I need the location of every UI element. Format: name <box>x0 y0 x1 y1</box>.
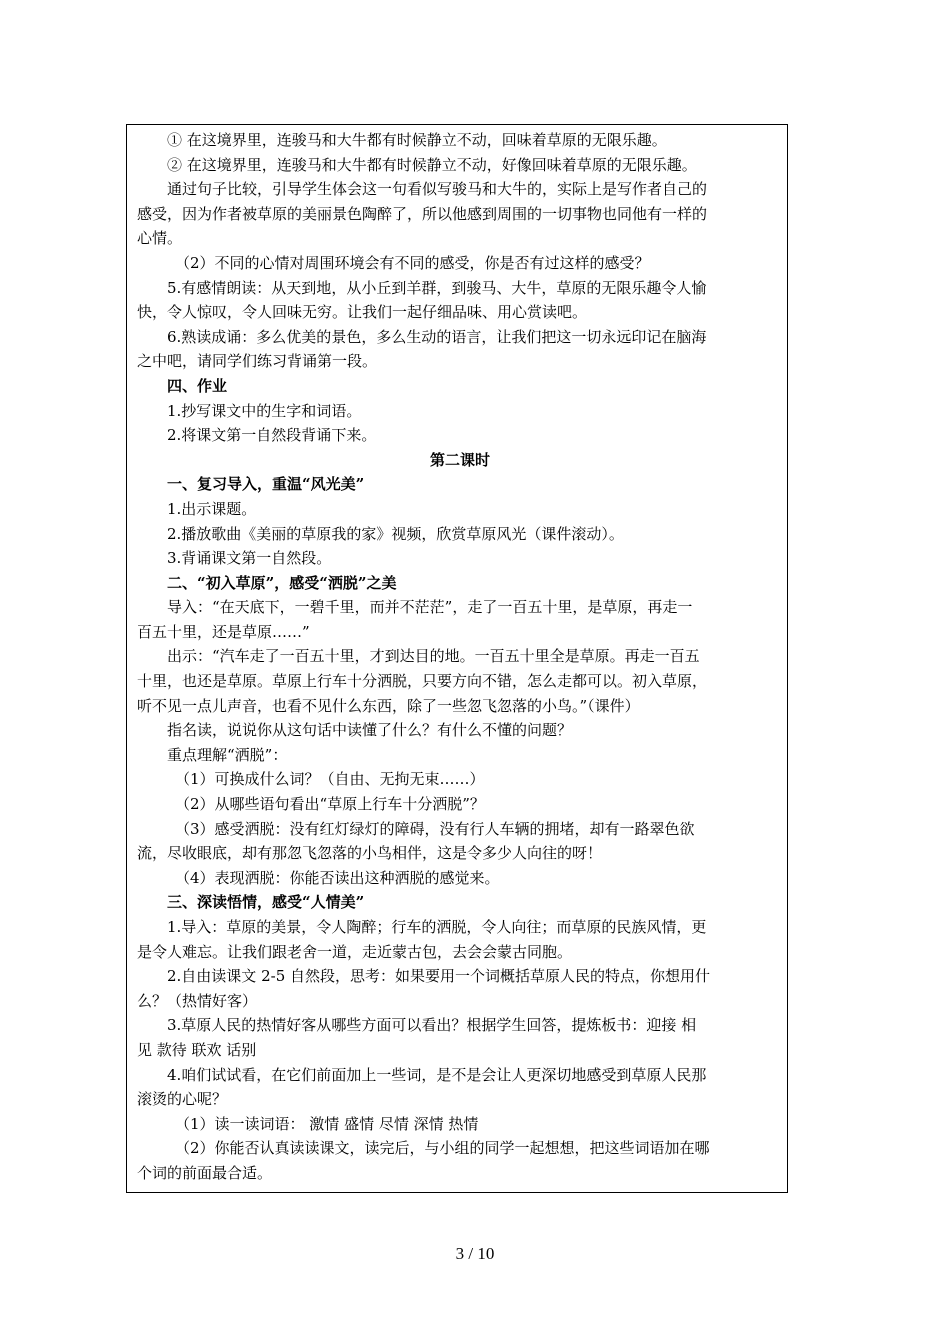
text-line: ① 在这境界里，连骏马和大牛都有时候静立不动，回味着草原的无限乐趣。 <box>167 131 667 149</box>
section-heading: 二、“初入草原”，感受“洒脱”之美 <box>167 573 397 592</box>
text-line: 快，令人惊叹，令人回味无穷。让我们一起仔细品味、用心赏读吧。 <box>137 303 588 322</box>
text-line: 2.将课文第一自然段背诵下来。 <box>167 426 377 445</box>
text-line: 3.背诵课文第一自然段。 <box>167 549 332 568</box>
section-heading: 一、复习导入，重温“风光美” <box>167 475 365 494</box>
text-line: 3.草原人民的热情好客从哪些方面可以看出？根据学生回答，提炼板书：迎接 相 <box>167 1016 697 1035</box>
text-line: 2.播放歌曲《美丽的草原我的家》视频，欣赏草原风光（课件滚动）。 <box>167 524 624 543</box>
section-heading: 四、作业 <box>167 376 228 395</box>
text-line: 听不见一点儿声音，也看不见什么东西，除了一些忽飞忽落的小鸟。”（课件） <box>137 696 640 715</box>
section-heading: 第二课时 <box>429 450 490 469</box>
text-line: （3）感受洒脱：没有红灯绿灯的障碍，没有行人车辆的拥堵，却有一路翠色欲 <box>175 819 695 838</box>
lesson-plan-frame <box>126 124 788 1193</box>
text-line: 十里，也还是草原。草原上行车十分洒脱，只要方向不错，怎么走都可以。初入草原， <box>137 672 708 691</box>
text-line: 导入：“在天底下，一碧千里，而并不茫茫”，走了一百五十里，是草原，再走一 <box>167 598 693 617</box>
text-line: 1.导入：草原的美景，令人陶醉；行车的洒脱，令人向往；而草原的民族风情，更 <box>167 918 707 936</box>
text-line: （2）你能否认真读读课文，读完后，与小组的同学一起想想，把这些词语加在哪 <box>175 1139 710 1158</box>
text-line: 通过句子比较，引导学生体会这一句看似写骏马和大牛的，实际上是写作者自己的 <box>167 180 708 199</box>
text-line: （1）读一读词语： 激情 盛情 尽情 深情 热情 <box>175 1114 479 1133</box>
text-line: （2）不同的心情对周围环境会有不同的感受，你是否有过这样的感受？ <box>175 253 650 272</box>
text-line: 指名读，说说你从这句话中读懂了什么？有什么不懂的问题？ <box>167 721 573 740</box>
text-line: 2.自由读课文 2-5 自然段，思考：如果要用一个词概括草原人民的特点，你想用什 <box>167 967 711 986</box>
text-line: 之中吧，请同学们练习背诵第一段。 <box>137 352 378 371</box>
text-line: （1）可换成什么词？（自由、无拘无束……） <box>175 770 485 789</box>
text-line: 流，尽收眼底，却有那忽飞忽落的小鸟相伴，这是令多少人向往的呀！ <box>137 844 603 863</box>
text-line: 是令人难忘。让我们跟老舍一道，走近蒙古包，去会会蒙古同胞。 <box>137 942 573 961</box>
text-line: 么？（热情好客） <box>137 991 258 1010</box>
text-line: 百五十里，还是草原……” <box>137 622 310 641</box>
section-heading: 三、深读悟情，感受“人情美” <box>167 893 365 912</box>
text-line: 1.抄写课文中的生字和词语。 <box>167 401 362 420</box>
text-line: 见 款待 联欢 话别 <box>137 1040 257 1059</box>
text-line: 心情。 <box>137 229 183 248</box>
lesson-plan-content <box>137 128 783 1186</box>
text-line: 4.咱们试试看，在它们前面加上一些词，是不是会让人更深切地感受到草原人民那 <box>167 1065 707 1084</box>
text-line: 1.出示课题。 <box>167 499 257 518</box>
text-line: 感受，因为作者被草原的美丽景色陶醉了，所以他感到周围的一切事物也同他有一样的 <box>137 204 708 223</box>
text-line: （4）表现洒脱：你能否读出这种洒脱的感觉来。 <box>175 868 500 887</box>
page-number: 3 / 10 <box>455 1244 495 1263</box>
text-line: 重点理解“洒脱”： <box>167 745 288 764</box>
text-line: 5.有感情朗读：从天到地，从小丘到羊群，到骏马、大牛，草原的无限乐趣令人愉 <box>167 278 707 297</box>
text-line: ② 在这境界里，连骏马和大牛都有时候静立不动，好像回味着草原的无限乐趣。 <box>167 155 697 174</box>
text-line: 出示：“汽车走了一百五十里，才到达目的地。一百五十里全是草原。再走一百五 <box>167 647 700 666</box>
text-line: （2）从哪些语句看出“草原上行车十分洒脱”？ <box>175 795 485 814</box>
text-line: 滚烫的心呢？ <box>137 1090 228 1109</box>
text-line: 个词的前面最合适。 <box>137 1163 273 1182</box>
text-line: 6.熟读成诵：多么优美的景色，多么生动的语言，让我们把这一切永远印记在脑海 <box>167 327 707 346</box>
